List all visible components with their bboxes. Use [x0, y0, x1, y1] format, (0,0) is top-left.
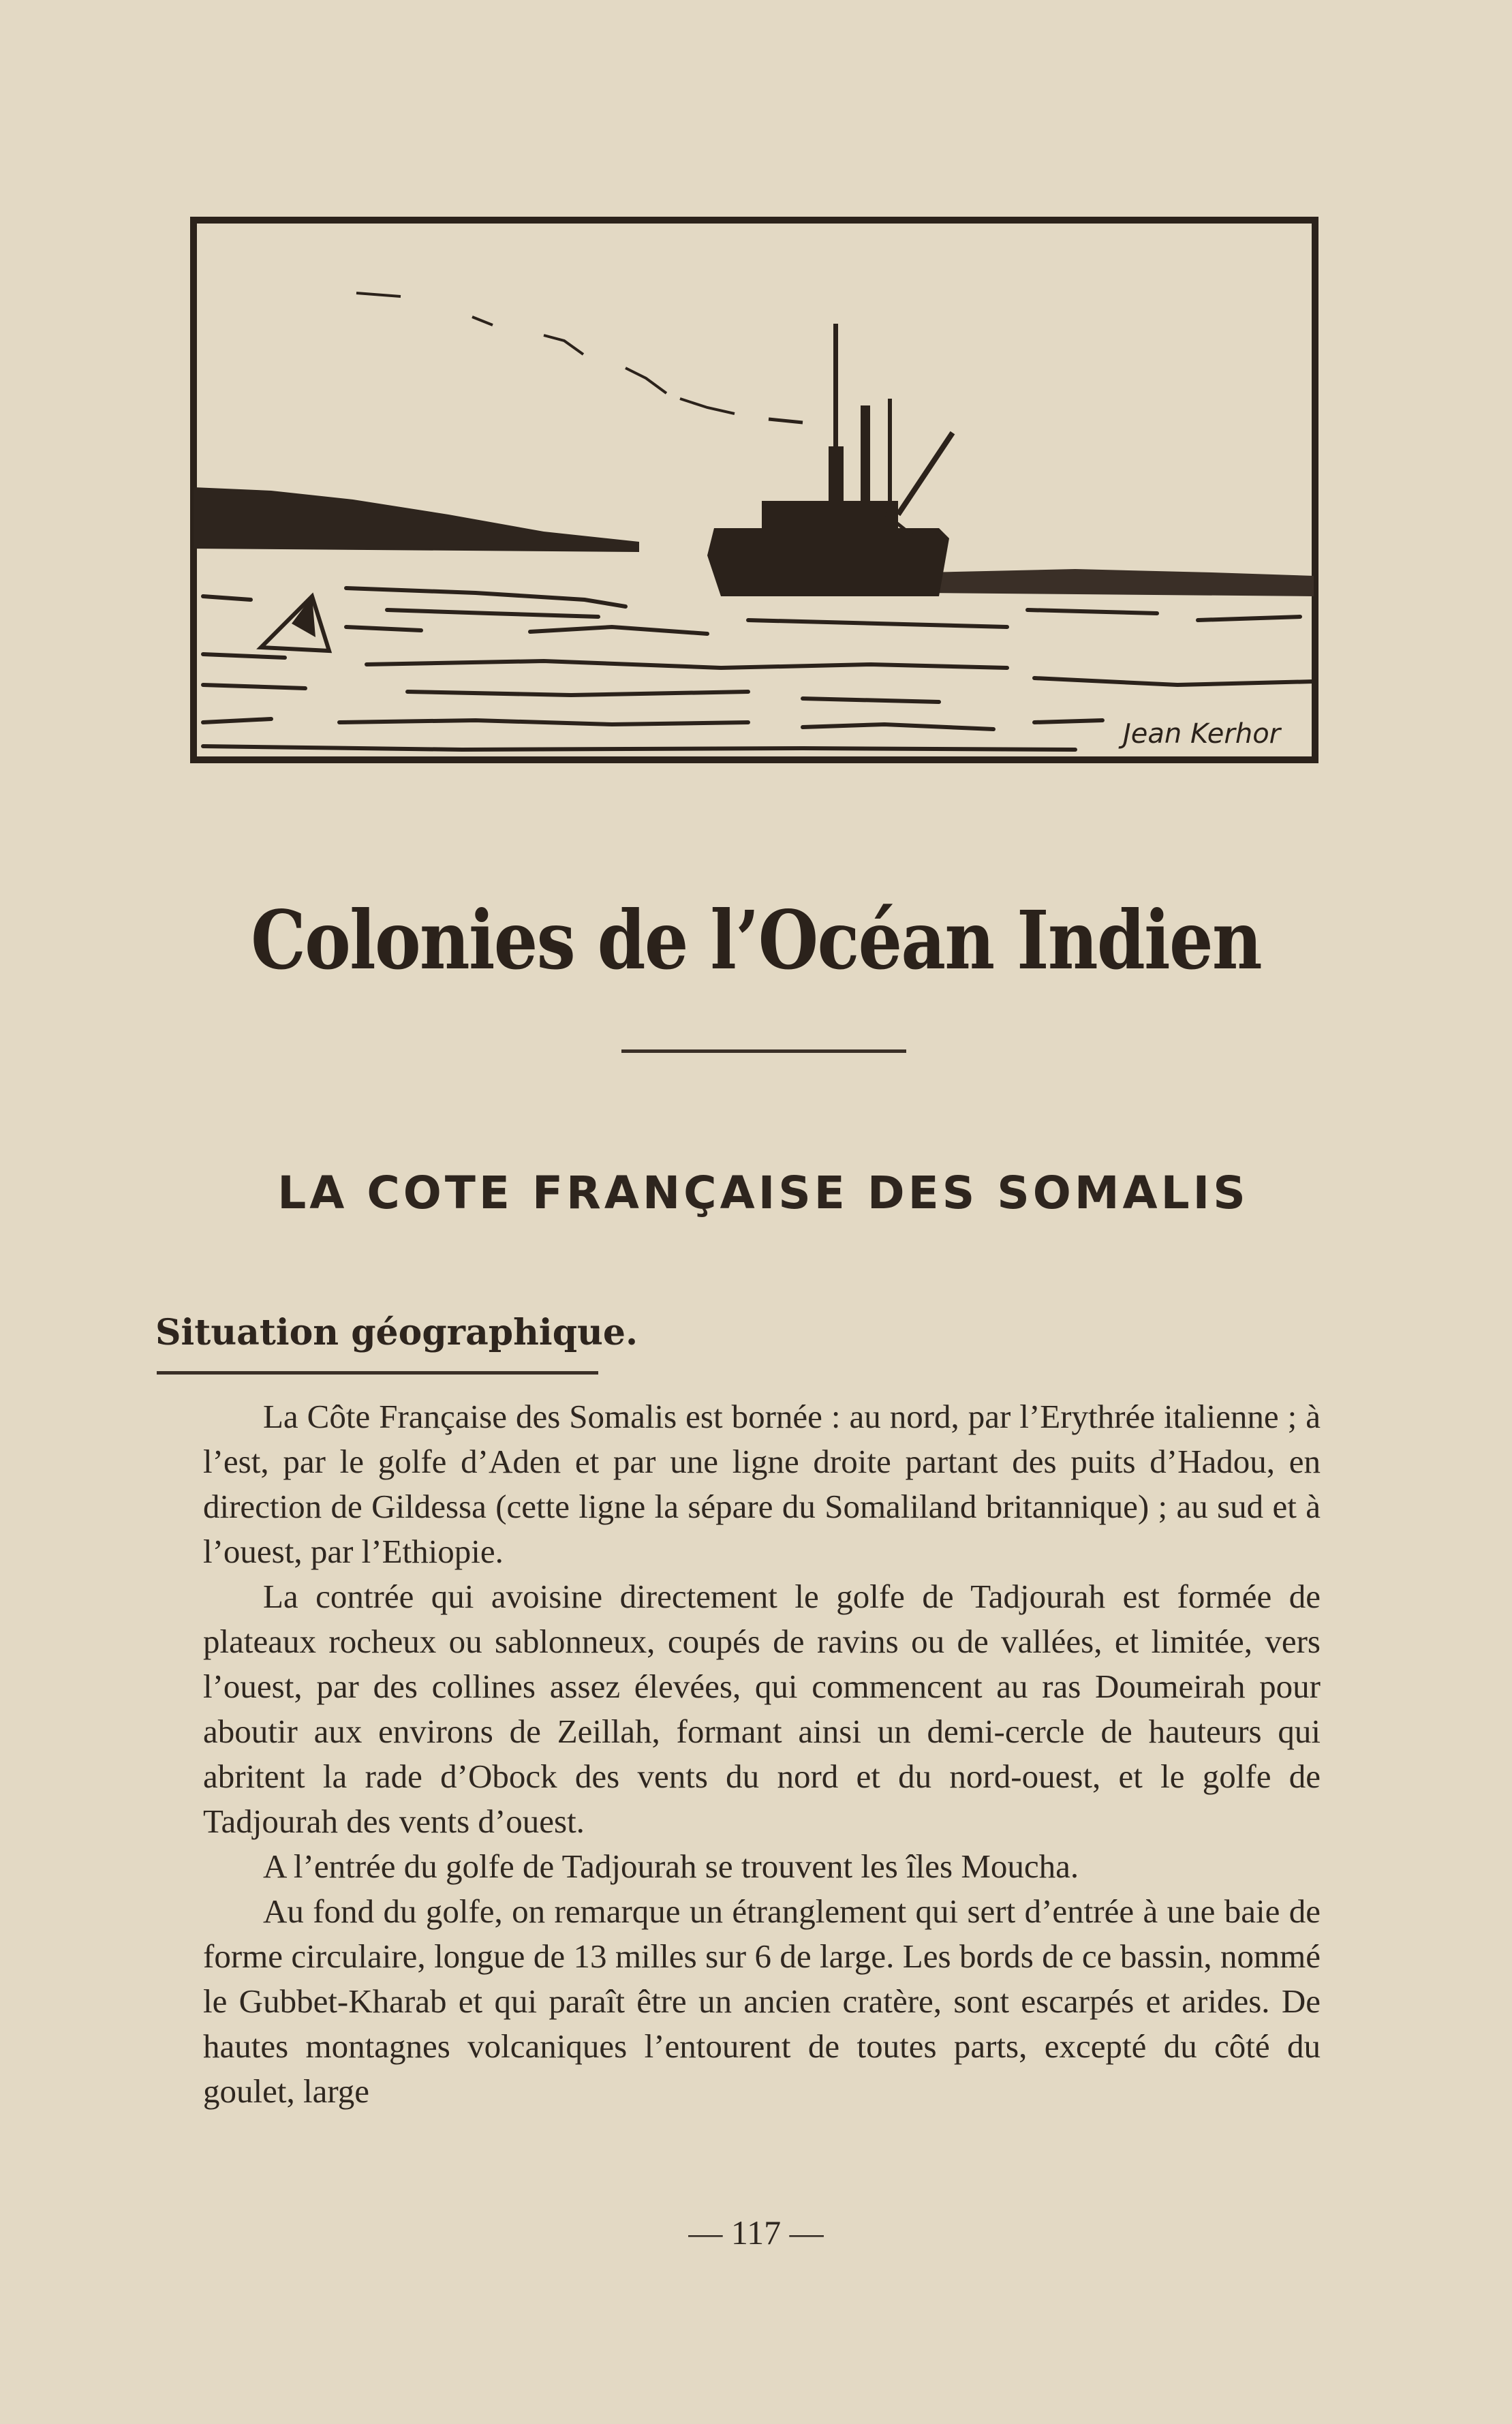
paragraph: Au fond du golfe, on remarque un étranglement qui sert d’entrée à une baie de forme circulaire, longue de 13 milles sur 6 de large. Les bords de ce bassin, nommé le Gubbet-Kharab et qui paraît être un ancien cratère, sont escarpés et arides. De hautes montagnes volcaniques l’entourent de toutes parts, excepté du côté du goulet, large: [203, 1892, 1321, 2110]
ship-at-sea-drawing-icon: [189, 215, 1321, 765]
paragraph: La contrée qui avoisine directement le golfe de Tadjourah est formée de plateaux rocheux ou sablonneux, coupés de ravins ou de vallées, et limitée, vers l’ouest, par des collines assez élevées, qui commencent au ras Doumeirah pour aboutir aux environs de Zeillah, formant ainsi un demi-cercle de hauteurs qui abritent la rade d’Obock des vents du nord et du nord-ouest, et le golfe de Tadjourah des vents d’ouest.: [203, 1578, 1321, 1840]
paragraph: A l’entrée du golfe de Tadjourah se trouvent les îles Moucha.: [263, 1847, 1079, 1885]
subsection-divider: [157, 1371, 598, 1375]
ship-illustration: [189, 215, 1321, 765]
paragraph: La Côte Française des Somalis est bornée : au nord, par l’Erythrée italienne ; à l’est, par le golfe d’Aden et par une ligne droite partant des puits d’Hadou, en direction de Gildessa (cette ligne la sépare du Somaliland britannique) ; au sud et à l’ouest, par l’Ethiopie.: [203, 1398, 1321, 1570]
subsection-title: Situation géographique.: [155, 1312, 638, 1353]
body-text: [203, 1394, 1321, 2114]
title-divider: [621, 1049, 906, 1053]
section-title: LA COTE FRANÇAISE DES SOMALIS: [277, 1167, 1249, 1219]
page-title: Colonies de l’Océan Indien: [251, 893, 1261, 987]
signature: Jean Kerhor: [1123, 718, 1281, 750]
page-number: — 117 —: [688, 2213, 824, 2252]
